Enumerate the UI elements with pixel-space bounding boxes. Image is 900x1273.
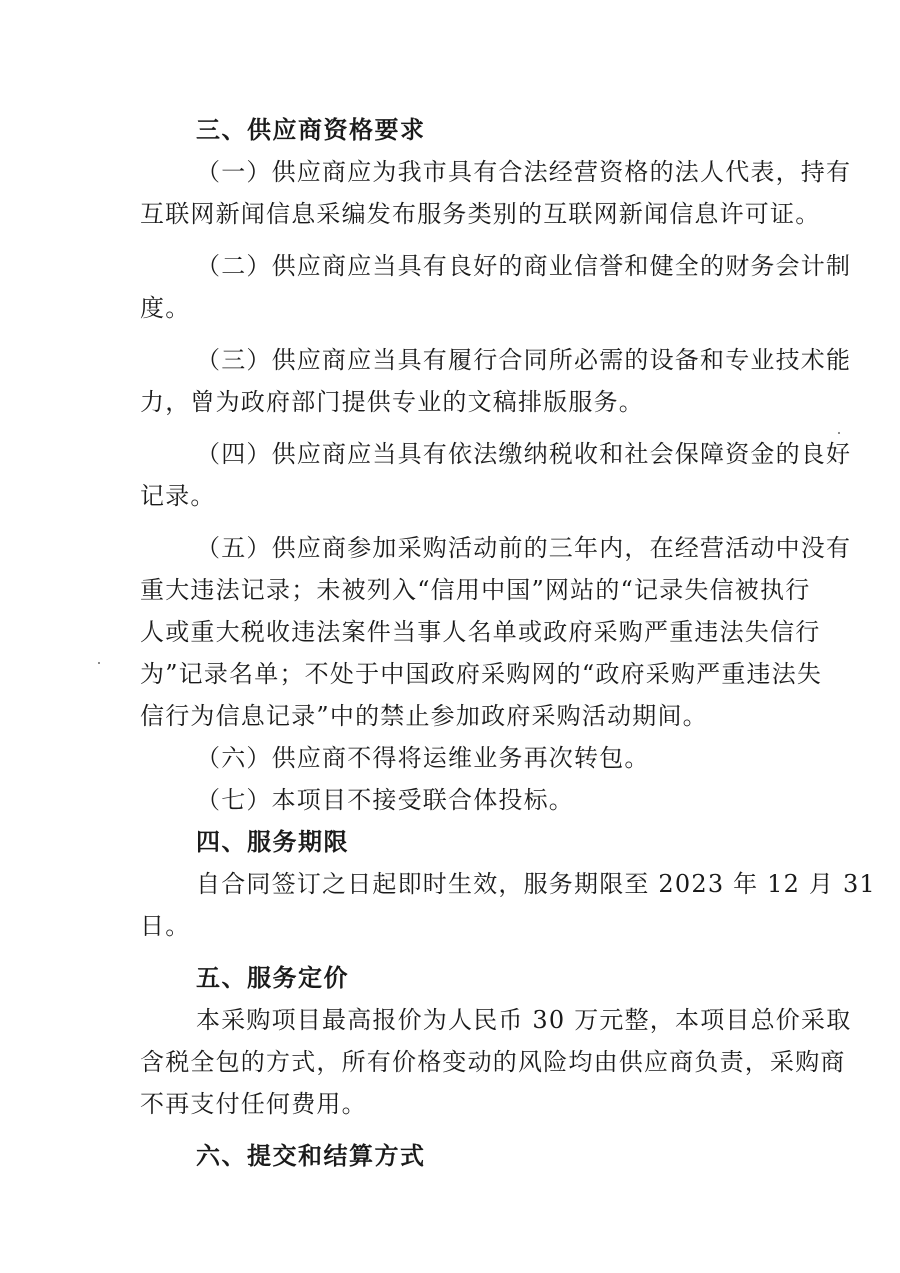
paragraph-line: 记录。: [140, 482, 216, 510]
paragraph-line: 日。: [140, 912, 191, 940]
paragraph-line: （三）供应商应当具有履行合同所必需的设备和专业技术能: [196, 346, 852, 374]
paragraph-line: 人或重大税收违法案件当事人名单或政府采购严重违法失信行: [140, 618, 821, 646]
paragraph-line: 不再支付任何费用。: [140, 1090, 367, 1118]
scan-speck: [98, 662, 100, 664]
paragraph-line: （四）供应商应当具有依法缴纳税收和社会保障资金的良好: [196, 440, 852, 468]
section-4-heading: 四、服务期限: [196, 828, 349, 856]
paragraph-line: 信行为信息记录”中的禁止参加政府采购活动期间。: [140, 702, 708, 730]
section-3-item-3: [140, 343, 852, 427]
section-4-paragraph: [140, 867, 876, 951]
section-3-item-1: [140, 155, 852, 239]
section-3-item-2: [140, 249, 852, 333]
paragraph-line: （一）供应商应为我市具有合法经营资格的法人代表，持有: [196, 158, 852, 186]
section-3-heading: 三、供应商资格要求: [196, 116, 426, 144]
paragraph-line: 互联网新闻信息采编发布服务类别的互联网新闻信息许可证。: [140, 200, 821, 228]
section-3-item-4: [140, 437, 852, 521]
paragraph-line: 含税全包的方式，所有价格变动的风险均由供应商负责，采购商: [140, 1048, 846, 1076]
section-3-item-6: （六）供应商不得将运维业务再次转包。: [196, 744, 650, 772]
paragraph-line: 本采购项目最高报价为人民币 30 万元整，本项目总价采取: [196, 1006, 852, 1034]
document-body: [140, 113, 876, 1181]
paragraph-line: 度。: [140, 294, 191, 322]
paragraph-line: 自合同签订之日起即时生效，服务期限至 2023 年 12 月 31: [196, 870, 876, 898]
section-5-heading: 五、服务定价: [196, 964, 349, 992]
scan-speck: [838, 432, 840, 434]
section-3-item-5: [140, 531, 852, 741]
paragraph-line: 为”记录名单；不处于中国政府采购网的“政府采购严重违法失: [140, 660, 823, 688]
paragraph-line: （五）供应商参加采购活动前的三年内，在经营活动中没有: [196, 534, 852, 562]
paragraph-line: （二）供应商应当具有良好的商业信誉和健全的财务会计制: [196, 252, 852, 280]
paragraph-line: 重大违法记录；未被列入“信用中国”网站的“记录失信被执行: [140, 576, 811, 604]
section-3-item-7: （七）本项目不接受联合体投标。: [196, 786, 574, 814]
section-6-heading: 六、提交和结算方式: [196, 1142, 426, 1170]
section-5-paragraph: [140, 1003, 852, 1129]
paragraph-line: 力，曾为政府部门提供专业的文稿排版服务。: [140, 388, 644, 416]
